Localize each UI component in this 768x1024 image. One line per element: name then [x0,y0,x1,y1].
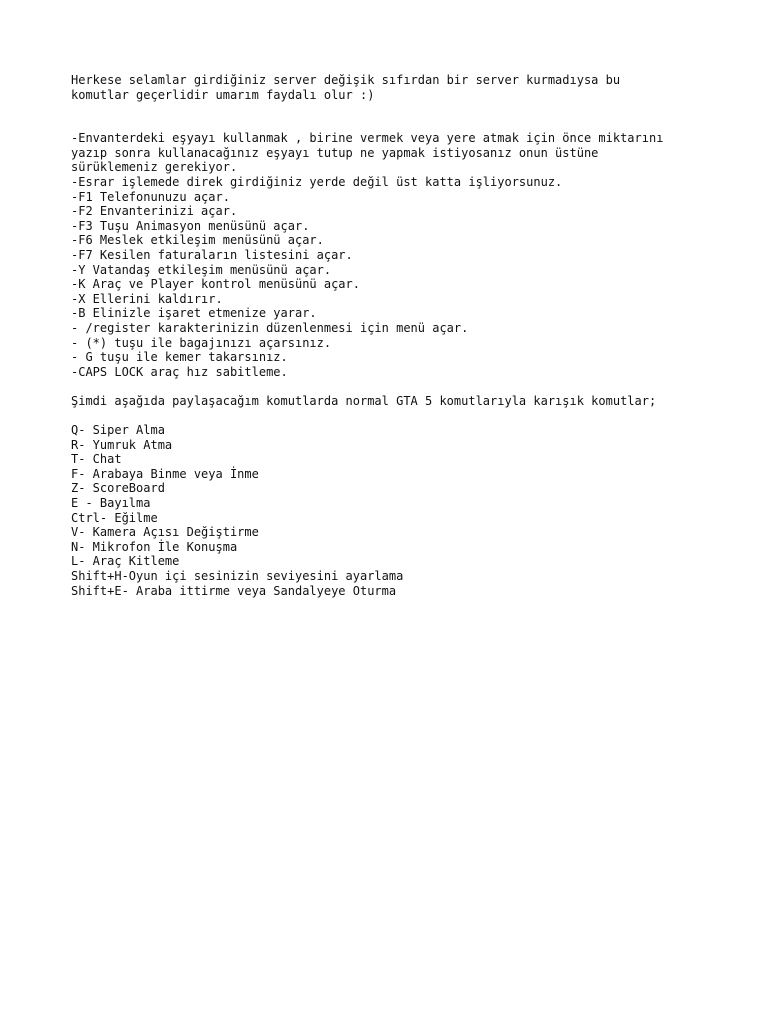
command-line: Shift+E- Araba ittirme veya Sandalyeye Oturma [71,583,397,598]
command-line: E - Bayılma [71,496,151,511]
note-line: yazıp sonra kullanacağınız eşyayı tutup ne yapmak istiyosanız onun üstüne [71,145,599,160]
spacer [71,408,751,423]
document-page [71,73,751,598]
note-line: - /register karakterinizin düzenlenmesi için menü açar. [71,320,469,335]
intro-line: komutlar geçerlidir umarım faydalı olur :) [71,87,375,102]
commands-list [71,423,751,598]
command-line: R- Yumruk Atma [71,437,173,452]
note-line: -X Ellerini kaldırır. [71,291,223,306]
command-line: T- Chat [71,452,122,467]
command-line: V- Kamera Açısı Değiştirme [71,525,259,540]
command-line: L- Araç Kitleme [71,554,180,569]
note-line: - G tuşu ile kemer takarsınız. [71,350,288,365]
note-line: -F1 Telefonunuzu açar. [71,189,230,204]
note-line: -Envanterdeki eşyayı kullanmak , birine vermek veya yere atmak için önce miktarını [71,131,664,146]
command-line: F- Arabaya Binme veya İnme [71,466,259,481]
intro-line: Herkese selamlar girdiğiniz server değişik sıfırdan bir server kurmadıysa bu [71,73,621,87]
note-line: -CAPS LOCK araç hız sabitleme. [71,364,288,379]
section-heading: Şimdi aşağıda paylaşacağım komutlarda normal GTA 5 komutlarıyla karışık komutlar; [71,393,657,408]
note-line: - (*) tuşu ile bagajınızı açarsınız. [71,335,332,350]
note-line: -F3 Tuşu Animasyon menüsünü açar. [71,218,310,233]
command-line: N- Mikrofon İle Konuşma [71,539,238,554]
spacer [71,379,751,394]
command-line: Shift+H-Oyun içi sesinizin seviyesini ayarlama [71,569,404,583]
notes-list [71,131,751,379]
command-line: Ctrl- Eğilme [71,510,158,525]
note-line: -F7 Kesilen faturaların listesini açar. [71,247,353,262]
command-line: Q- Siper Alma [71,423,165,438]
note-line: sürüklemeniz gerekiyor. [71,160,238,175]
note-line: -F2 Envanterinizi açar. [71,204,238,219]
note-line: -F6 Meslek etkileşim menüsünü açar. [71,233,324,248]
note-line: -B Elinizle işaret etmenize yarar. [71,306,317,321]
note-line: -K Araç ve Player kontrol menüsünü açar. [71,277,360,292]
intro-paragraph [71,73,751,102]
spacer [71,102,751,131]
note-line: -Y Vatandaş etkileşim menüsünü açar. [71,262,332,277]
command-line: Z- ScoreBoard [71,481,165,496]
note-line: -Esrar işlemede direk girdiğiniz yerde değil üst katta işliyorsunuz. [71,174,563,189]
